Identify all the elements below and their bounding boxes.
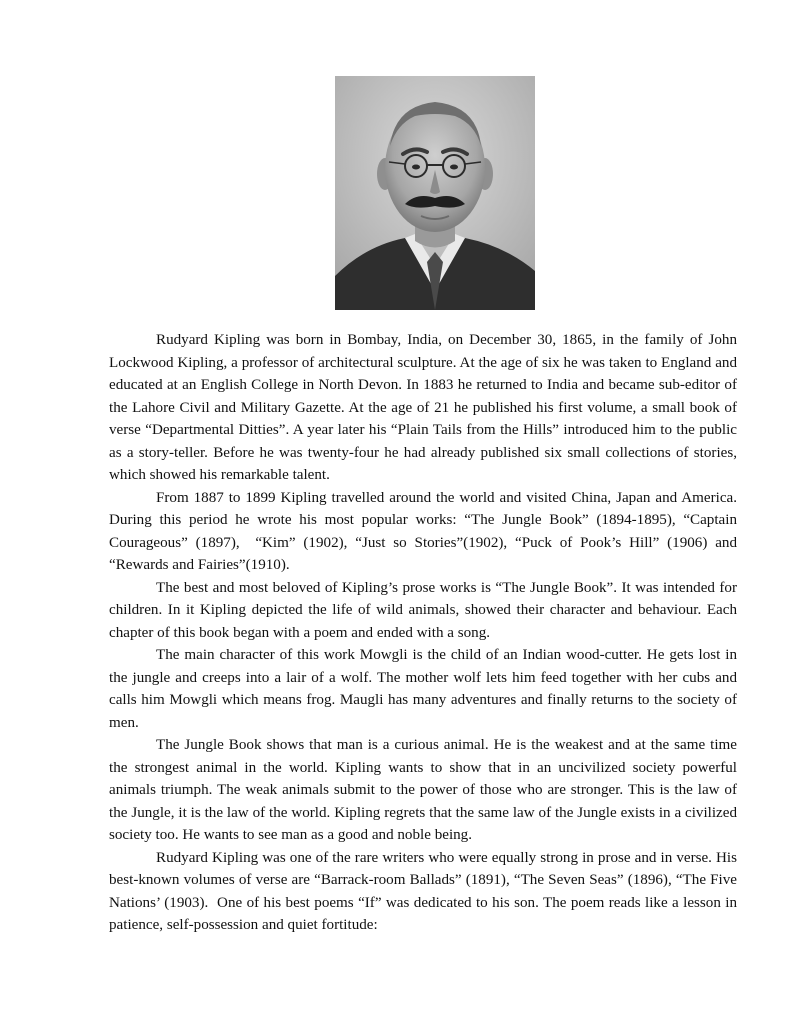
paragraph-mowgli: The main character of this work Mowgli is the child of an Indian wood-cutter. He gets lost in the jungle and creeps into a lair of a wolf. The mother wolf lets him feed together with her cubs and calls him Mowgli which means frog. Maugli has many adventures and finally returns to the society of men. bbox=[109, 647, 741, 731]
paragraph-travels: From 1887 to 1899 Kipling travelled around the world and visited China, Japan and America. During this period he wrote his most popular works: “The Jungle Book” (1894-1895), “Captain Courageous” (1897), “Kim” (1902), “Just so Stories”(1902), “Puck of Pook’s Hill” (1906) and “Rewards and Fairies”(1910). bbox=[109, 489, 741, 573]
portrait-illustration bbox=[335, 76, 535, 310]
article-body bbox=[109, 329, 741, 937]
paragraph-jungle-book: The best and most beloved of Kipling’s prose works is “The Jungle Book”. It was intended for children. In it Kipling depicted the life of wild animals, showed their character and behaviour. Each chapter of this book began with a poem and ended with a song. bbox=[109, 579, 741, 641]
paragraph-birth: Rudyard Kipling was born in Bombay, India, on December 30, 1865, in the family of John Lockwood Kipling, a professor of architectural sculpture. At the age of six he was taken to England and educated at an English College in North Devon. In 1883 he returned to India and became sub-editor of the Lahore Civil and Military Gazette. At the age of 21 he published his first volume, a small book of verse “Departmental Ditties”. A year later his “Plain Tails from the Hills” introduced him to the public as a story-teller. Before he was twenty-four he had already published six small collections of stories, which showed his remarkable talent. bbox=[109, 332, 741, 483]
paragraph-verse: Rudyard Kipling was one of the rare writers who were equally strong in prose and in verse. His best-known volumes of verse are “Barrack-room Ballads” (1891), “The Seven Seas” (1896), “The Five Nations’ (1903). One of his best poems “If” was dedicated to his son. The poem reads like a lesson in patience, self-possession and quiet fortitude: bbox=[109, 849, 741, 933]
portrait-photo bbox=[335, 76, 535, 310]
paragraph-law-of-jungle: The Jungle Book shows that man is a curious animal. He is the weakest and at the same time the strongest animal in the world. Kipling wants to show that in an uncivilized society powerful animals triumph. The weak animals submit to the power of those who are stronger. This is the law of the Jungle, it is the law of the world. Kipling regrets that the same law of the Jungle exists in a civilized society too. He wants to see man as a good and noble being. bbox=[109, 737, 741, 843]
